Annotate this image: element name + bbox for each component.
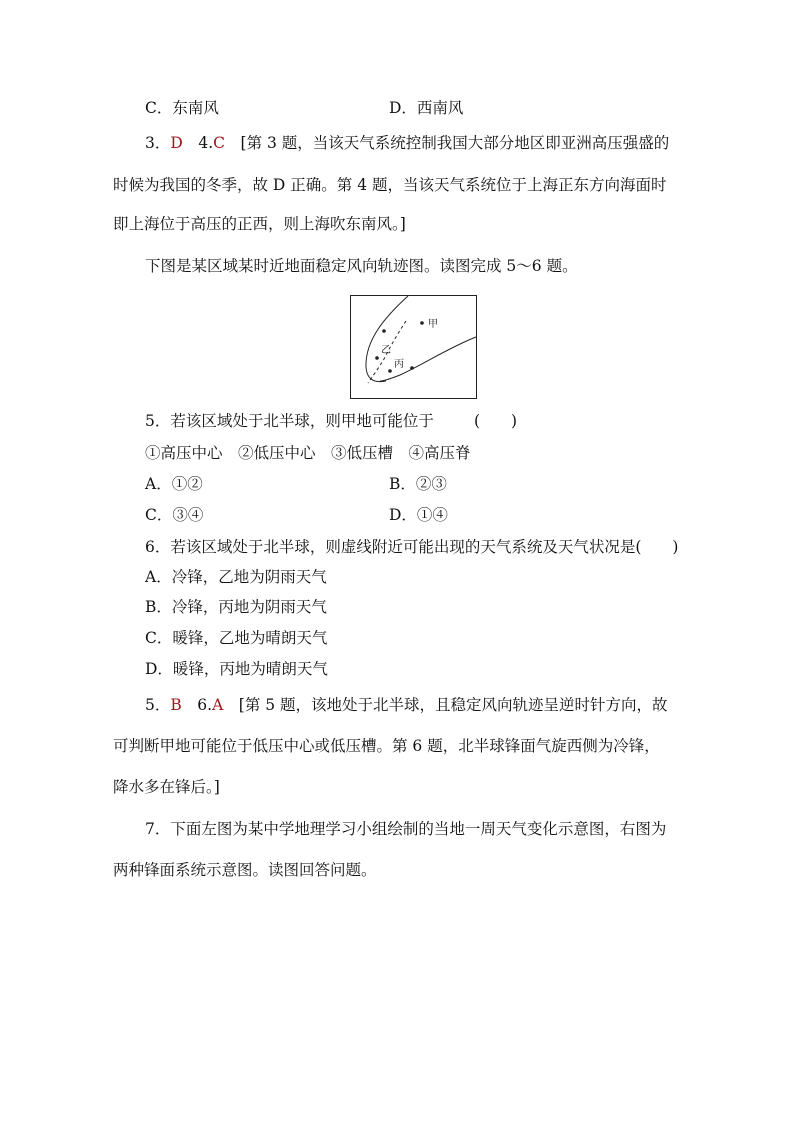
trajectory-dot-1 bbox=[382, 329, 386, 333]
answer-5-6-line3: 降水多在锋后。] bbox=[113, 778, 220, 796]
answer-5-6-line1 bbox=[145, 695, 668, 715]
option-d: D．西南风 bbox=[389, 99, 464, 117]
answer-5-6-line2: 可判断甲地可能位于低压中心或低压槽。第 6 题，北半球锋面气旋西侧为冷锋， bbox=[113, 737, 660, 755]
answer-number-3: 3． bbox=[145, 134, 171, 152]
explanation-text: [第 5 题，该地处于北半球，且稳定风向轨迹呈逆时针方向，故 bbox=[238, 696, 668, 714]
answer-5: B bbox=[170, 696, 182, 714]
answer-4: C bbox=[213, 134, 225, 152]
question-5-option-d: D．①④ bbox=[389, 506, 448, 524]
question-5-answer-paren: ( ) bbox=[474, 412, 518, 430]
point-jia bbox=[420, 321, 424, 325]
question-5-option-c: C．③④ bbox=[145, 506, 204, 524]
question-5-stem bbox=[145, 411, 434, 431]
label-bing: 丙 bbox=[394, 359, 404, 370]
question-6-stem: 6．若该区域处于北半球，则虚线附近可能出现的天气系统及天气状况是( ) bbox=[145, 538, 679, 556]
question-7-line1: 7．下面左图为某中学地理学习小组绘制的当地一周天气变化示意图，右图为 bbox=[145, 820, 667, 838]
answer-number-4: 4. bbox=[198, 134, 214, 152]
intro-5-6: 下图是某区域某时近地面稳定风向轨迹图。读图完成 5～6 题。 bbox=[145, 257, 578, 275]
label-jia: 甲 bbox=[428, 319, 438, 330]
point-bing bbox=[388, 369, 392, 373]
answer-3-4-line2: 时候为我国的冬季，故 D 正确。第 4 题，当该天气系统位于上海正东方向海面时 bbox=[113, 176, 667, 194]
question-7-line2: 两种锋面系统示意图。读图回答问题。 bbox=[113, 861, 377, 879]
wind-trajectory-diagram bbox=[350, 295, 477, 399]
answer-number-5: 5． bbox=[145, 696, 171, 714]
answer-3-4-line3: 即上海位于高压的正西，则上海吹东南风。] bbox=[113, 215, 406, 233]
point-yi bbox=[375, 356, 379, 360]
label-yi: 乙 bbox=[381, 345, 391, 356]
question-6-option-a: A．冷锋，乙地为阴雨天气 bbox=[145, 568, 327, 586]
diagram-svg bbox=[350, 295, 477, 399]
answer-6: A bbox=[212, 696, 224, 714]
option-c: C．东南风 bbox=[145, 99, 219, 117]
question-5-choices: ①高压中心 ②低压中心 ③低压槽 ④高压脊 bbox=[145, 444, 471, 462]
answer-3-4-line1 bbox=[145, 133, 669, 153]
question-6-option-d: D．暖锋，丙地为晴朗天气 bbox=[145, 660, 328, 678]
trajectory-dot-2 bbox=[410, 366, 414, 370]
answer-number-6: 6. bbox=[197, 696, 213, 714]
explanation-text: [第 3 题，当该天气系统控制我国大部分地区即亚洲高压强盛的 bbox=[240, 134, 670, 152]
question-6-option-b: B．冷锋，丙地为阴雨天气 bbox=[145, 598, 327, 616]
question-5-option-b: B．②③ bbox=[389, 475, 447, 493]
question-5-text: 5．若该区域处于北半球，则甲地可能位于 bbox=[145, 412, 434, 430]
answer-3: D bbox=[170, 134, 183, 152]
question-5-option-a: A．①② bbox=[145, 475, 203, 493]
question-6-option-c: C．暖锋，乙地为晴朗天气 bbox=[145, 629, 328, 647]
